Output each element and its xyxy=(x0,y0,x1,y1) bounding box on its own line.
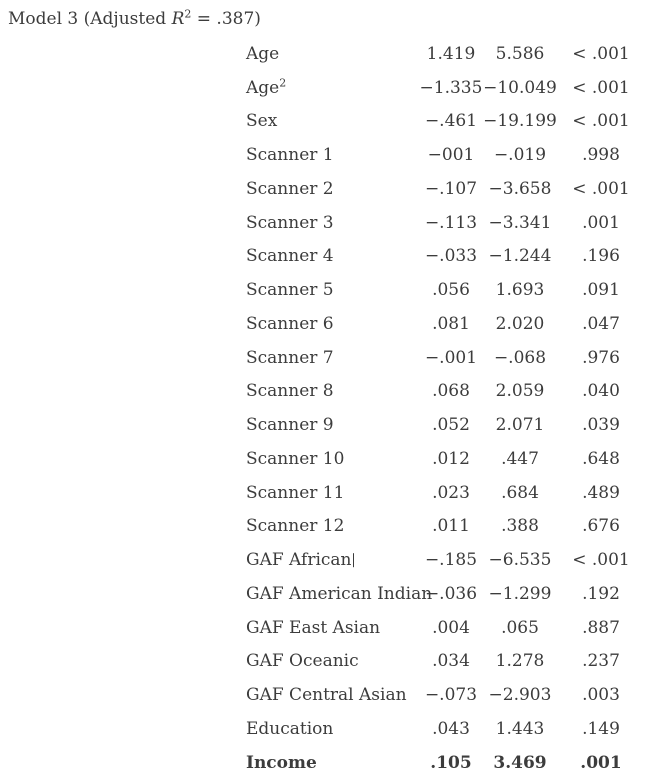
predictor-label: Sex xyxy=(246,111,278,132)
beta-value: .068 xyxy=(432,381,470,402)
p-value: .001 xyxy=(580,752,622,773)
predictor-label: GAF East Asian xyxy=(246,617,381,638)
predictor-label-base: Age xyxy=(246,77,280,98)
beta-value: .034 xyxy=(432,651,470,672)
table-row-scanner-2 xyxy=(246,173,666,207)
p-value: .003 xyxy=(582,685,620,706)
predictor-label: Scanner 8 xyxy=(246,381,334,402)
beta-value: −.107 xyxy=(424,179,478,200)
t-value: −3.658 xyxy=(488,179,552,200)
beta-value: .004 xyxy=(432,617,470,638)
text-caret xyxy=(353,553,354,567)
table-row-scanner-3 xyxy=(246,207,666,241)
p-value: .047 xyxy=(582,314,620,335)
p-value: .237 xyxy=(582,651,620,672)
table-row-gaf-african xyxy=(246,544,666,578)
r-squared-symbol: R xyxy=(171,9,185,29)
t-value: 2.071 xyxy=(495,415,545,436)
table-row-gaf-central-asian xyxy=(246,679,666,713)
table-row-age xyxy=(246,38,666,72)
table-row-age-squared xyxy=(246,72,666,106)
beta-value: −.036 xyxy=(424,584,478,605)
superscript: 2 xyxy=(279,76,287,90)
predictor-label: GAF Oceanic xyxy=(246,651,359,672)
beta-value: .052 xyxy=(432,415,470,436)
t-value: 1.443 xyxy=(495,719,545,740)
beta-value: .043 xyxy=(432,719,470,740)
table-row-scanner-8 xyxy=(246,376,666,410)
p-value: .648 xyxy=(582,449,620,470)
beta-value: 1.419 xyxy=(426,44,476,65)
table-row-gaf-east-asian xyxy=(246,612,666,646)
t-value: −.068 xyxy=(493,347,547,368)
beta-value: −.001 xyxy=(424,347,478,368)
t-value: −.019 xyxy=(493,145,547,166)
beta-value: .105 xyxy=(430,752,472,773)
beta-value: .056 xyxy=(432,280,470,301)
table-row-scanner-9 xyxy=(246,409,666,443)
predictor-label: GAF American Indian xyxy=(246,584,433,605)
t-value: −2.903 xyxy=(488,685,552,706)
beta-value: .023 xyxy=(432,482,470,503)
p-value: < .001 xyxy=(572,77,630,98)
predictor-label: Scanner 5 xyxy=(246,280,334,301)
table-row-scanner-1 xyxy=(246,139,666,173)
t-value: .447 xyxy=(501,449,539,470)
table-row-gaf-oceanic xyxy=(246,646,666,680)
t-value: −1.299 xyxy=(488,584,552,605)
beta-value: .081 xyxy=(432,314,470,335)
beta-value: .011 xyxy=(432,516,470,537)
beta-value: −.185 xyxy=(424,550,478,571)
p-value: .040 xyxy=(582,381,620,402)
p-value: < .001 xyxy=(572,111,630,132)
predictor-label: Scanner 7 xyxy=(246,347,334,368)
p-value: .887 xyxy=(582,617,620,638)
beta-value: −.073 xyxy=(424,685,478,706)
table-row-education xyxy=(246,713,666,747)
t-value: −19.199 xyxy=(483,111,557,132)
beta-value: −.033 xyxy=(424,246,478,267)
predictor-label xyxy=(246,550,354,570)
t-value: 2.059 xyxy=(495,381,545,402)
predictor-label: Age xyxy=(246,44,280,65)
model-title xyxy=(8,9,261,29)
predictor-label: Scanner 11 xyxy=(246,482,345,503)
model-title-suffix: = .387) xyxy=(191,9,261,29)
t-value: .684 xyxy=(501,482,539,503)
table-row-scanner-4 xyxy=(246,241,666,275)
p-value: < .001 xyxy=(572,44,630,65)
t-value: 3.469 xyxy=(493,752,547,773)
predictor-label-base: GAF African xyxy=(246,550,352,571)
t-value: 1.278 xyxy=(495,651,545,672)
predictor-label: Scanner 2 xyxy=(246,179,334,200)
model-title-prefix: Model 3 (Adjusted xyxy=(8,9,172,29)
table-row-scanner-5 xyxy=(246,274,666,308)
p-value: .039 xyxy=(582,415,620,436)
predictor-label xyxy=(246,78,286,98)
table-row-scanner-6 xyxy=(246,308,666,342)
p-value: .091 xyxy=(582,280,620,301)
t-value: 5.586 xyxy=(495,44,545,65)
predictor-label: Scanner 4 xyxy=(246,246,334,267)
table-row-income xyxy=(246,747,666,781)
t-value: .065 xyxy=(501,617,539,638)
table-row-sex xyxy=(246,106,666,140)
predictor-label: Scanner 10 xyxy=(246,449,345,470)
t-value: −6.535 xyxy=(488,550,552,571)
predictor-label: Scanner 1 xyxy=(246,145,334,166)
p-value: .676 xyxy=(582,516,620,537)
t-value: 2.020 xyxy=(495,314,545,335)
predictor-label: Education xyxy=(246,719,334,740)
beta-value: −1.335 xyxy=(419,77,483,98)
table-row-scanner-12 xyxy=(246,511,666,545)
coefficient-table xyxy=(246,38,666,781)
predictor-label: Scanner 6 xyxy=(246,314,334,335)
p-value: < .001 xyxy=(572,550,630,571)
table-row-gaf-american-indian xyxy=(246,578,666,612)
predictor-label: GAF Central Asian xyxy=(246,685,407,706)
p-value: .489 xyxy=(582,482,620,503)
r-squared-superscript: 2 xyxy=(184,7,192,21)
beta-value: −001 xyxy=(427,145,475,166)
beta-value: −.461 xyxy=(424,111,478,132)
t-value: .388 xyxy=(501,516,539,537)
p-value: .001 xyxy=(582,212,620,233)
p-value: .998 xyxy=(582,145,620,166)
p-value: .196 xyxy=(582,246,620,267)
beta-value: −.113 xyxy=(424,212,478,233)
beta-value: .012 xyxy=(432,449,470,470)
table-row-scanner-10 xyxy=(246,443,666,477)
predictor-label: Scanner 12 xyxy=(246,516,345,537)
p-value: .149 xyxy=(582,719,620,740)
p-value: .192 xyxy=(582,584,620,605)
t-value: −3.341 xyxy=(488,212,552,233)
p-value: < .001 xyxy=(572,179,630,200)
p-value: .976 xyxy=(582,347,620,368)
predictor-label: Scanner 3 xyxy=(246,212,334,233)
t-value: −10.049 xyxy=(483,77,557,98)
table-row-scanner-7 xyxy=(246,342,666,376)
predictor-label: Income xyxy=(246,752,317,773)
t-value: −1.244 xyxy=(488,246,552,267)
predictor-label: Scanner 9 xyxy=(246,415,334,436)
table-row-scanner-11 xyxy=(246,477,666,511)
t-value: 1.693 xyxy=(495,280,545,301)
